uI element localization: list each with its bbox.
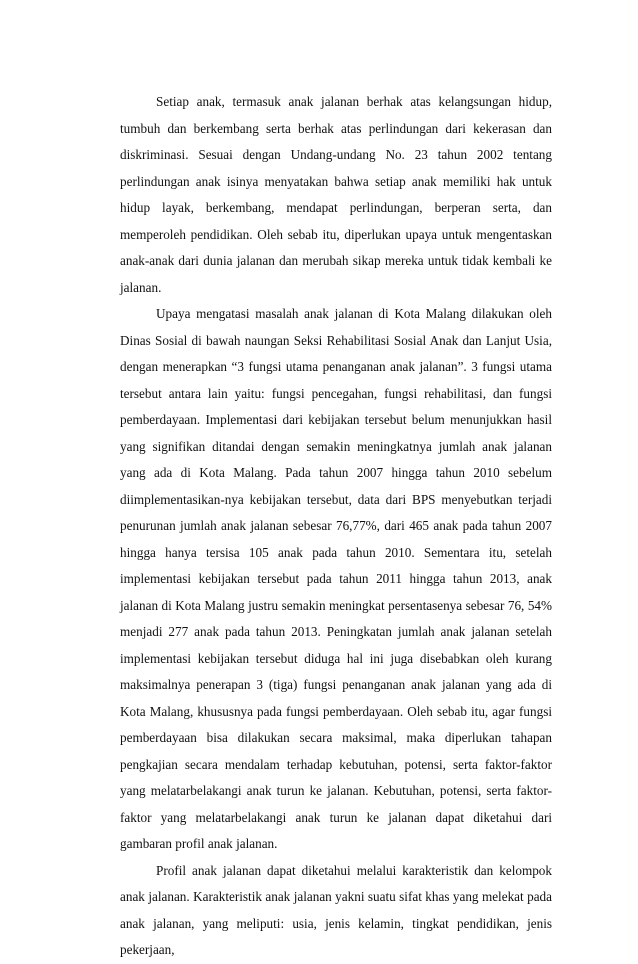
paragraph-upaya-mengatasi: Upaya mengatasi masalah anak jalanan di Kota Malang dilakukan oleh Dinas Sosial di bawah naungan Seksi Rehabilitasi Sosial Anak dan Lanjut Usia, dengan menerapkan “3 fungsi utama penanganan anak jalanan”. 3 fungsi utama tersebut antara lain yaitu: fungsi pencegahan, fungsi rehabilitasi, dan fungsi pemberdayaan. Implementasi dari kebijakan tersebut belum menunjukkan hasil yang signifikan ditandai dengan semakin meningkatnya jumlah anak jalanan yang ada di Kota Malang. Pada tahun 2007 hingga tahun 2010 sebelum diimplementasikan-nya kebijakan tersebut, data dari BPS menyebutkan terjadi penurunan jumlah anak jalanan sebesar 76,77%, dari 465 anak pada tahun 2007 hingga hanya tersisa 105 anak pada tahun 2010. Sementara itu, setelah implementasi kebijakan tersebut pada tahun 2011 hingga tahun 2013, anak jalanan di Kota Malang justru semakin meningkat persentasenya sebesar 76, 54% menjadi 277 anak pada tahun 2013. Peningkatan jumlah anak jalanan setelah implementasi kebijakan tersebut diduga hal ini juga disebabkan oleh kurang maksimalnya penerapan 3 (tiga) fungsi penanganan anak jalanan yang ada di Kota Malang, khususnya pada fungsi pemberdayaan. Oleh sebab itu, agar fungsi pemberdayaan bisa dilakukan secara maksimal, maka diperlukan tahapan pengkajian secara mendalam terhadap kebutuhan, potensi, serta faktor-faktor yang melatarbelakangi anak turun ke jalanan. Kebutuhan, potensi, serta faktor-faktor yang melatarbelakangi anak turun ke jalanan dapat diketahui dari gambaran profil anak jalanan. [120,306,552,851]
paragraph-profil-anak-jalanan: Profil anak jalanan dapat diketahui melalui karakteristik dan kelompok anak jalanan. Karakteristik anak jalanan yakni suatu sifat khas yang melekat pada anak jalanan, yang meliputi: usia, jenis kelamin, tingkat pendidikan, jenis pekerjaan, [120,862,552,957]
paragraph-hak-anak: Setiap anak, termasuk anak jalanan berhak atas kelangsungan hidup, tumbuh dan berkembang serta berhak atas perlindungan dari kekerasan dan diskriminasi. Sesuai dengan Undang-undang No. 23 tahun 2002 tentang perlindungan anak isinya menyatakan bahwa setiap anak memiliki hak untuk hidup layak, berkembang, mendapat perlindungan, berperan serta, dan memperoleh pendidikan. Oleh sebab itu, diperlukan upaya untuk mengentaskan anak-anak dari dunia jalanan dan merubah sikap mereka untuk tidak kembali ke jalanan. [120,94,552,295]
